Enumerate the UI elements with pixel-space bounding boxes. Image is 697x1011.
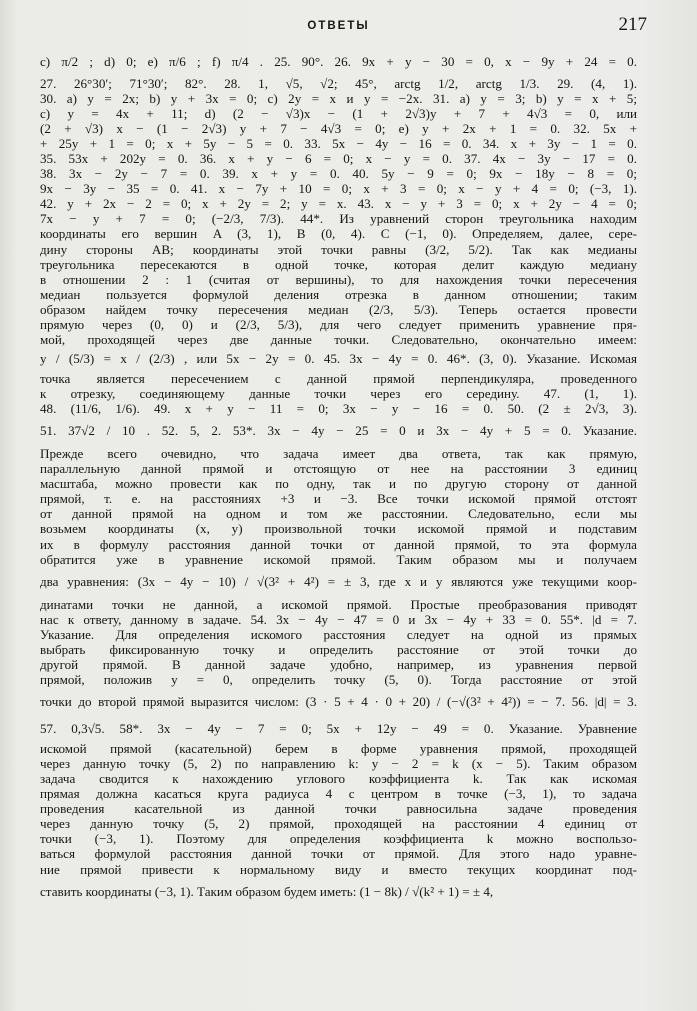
text-line: y / (5/3) = x / (2/3) , или 5x − 2y = 0. 45. 3x − 4y = 0. 46*. (3, 0). Указание. Искомая [40,351,637,367]
text-line: + 25y + 1 = 0; x + 5y − 5 = 0. 33. 5x − 4y − 16 = 0. 34. x + 3y − 1 = 0. [40,135,637,151]
text-line: прямую через (0, 0) и (2/3, 5/3), для чего следует применить уравнение пря- [40,317,637,332]
text-line: мой, проходящей через две данные точки. Следовательно, окончательно имеем: [40,332,637,348]
text-line: c) y = 4x + 11; d) (2 − √3)x − (1 + 2√3)y + 7 + 4√3 = 0, или [40,105,637,121]
text-line: задача сводится к нахождению углового коэффициента k. Так как искомая [40,770,637,786]
page-number: 217 [618,14,647,35]
text-line: медиан пользуется формулой деления отрезка в данном отношении; таким [40,286,637,302]
text-line: прямой, положив y = 0, определить точку (5, 0). Тогда расстояние от этой [40,672,637,688]
running-head: ОТВЕТЫ [307,20,370,32]
text-line: дину стороны AB; координаты этой точки равны (3/2, 5/2). Так как медианы [40,241,637,257]
text-line: 51. 37√2 / 10 . 52. 5, 2. 53*. 3x − 4y − 25 = 0 и 3x − 4y + 5 = 0. Указание. [40,422,637,438]
text-line: ние прямой привести к нормальному виду и вместо текущих координат под- [40,861,637,877]
text-line: через данную точку (5, 2) прямой, проходящей на расстоянии 4 единиц от [40,816,637,832]
text-line: искомой прямой (касательной) берем в форме уравнения прямой, проходящей [40,740,637,756]
text-line: нас к ответу, данному в задаче. 54. 3x − 4y − 47 = 0 и 3x − 4y + 33 = 0. 55*. |d = 7. [40,611,637,627]
text-line: динатами точки не данной, а искомой прямой. Простые преобразования приводят [40,596,637,612]
text-line: 57. 0,3√5. 58*. 3x − 4y − 7 = 0; 5x + 12y − 49 = 0. Указание. Уравнение [40,721,637,737]
text-line: 9x − 3y − 35 = 0. 41. x − 7y + 10 = 0; x + 3 = 0; x − y + 4 = 0; (−3, 1). [40,181,637,197]
text-line: Прежде всего очевидно, что задача имеет два ответа, так как прямую, [40,445,637,461]
text-line: два уравнения: (3x − 4y − 10) / √(3² + 4²) = ± 3, где x и y являются уже текущими коор- [40,573,637,589]
text-line: 42. y + 2x − 2 = 0; x + 2y = 2; y = x. 43. x − y + 3 = 0; x + 2y − 4 = 0; [40,196,637,212]
text-line: другой прямой. В данной задаче удобно, например, из уравнения первой [40,657,637,673]
text-line: обратится уже в уравнение искомой прямой. Таким образом мы и получаем [40,551,637,567]
answers-text [40,50,637,907]
text-line: выбрать фиксированную точку и определить расстояние от этой точки до [40,642,637,657]
text-line: (2 + √3) x − (1 − 2√3) y + 7 − 4√3 = 0; e) y + 2x + 1 = 0. 32. 5x + [40,120,637,136]
text-line: треугольника пересекаются в одной точке, которая делит каждую медиану [40,256,637,272]
text-line: 38. 3x − 2y − 7 = 0. 39. x + y = 0. 40. 5y − 9 = 0; 9x − 18y − 8 = 0; [40,166,637,182]
text-line: точка является пересечением с данной прямой перпендикуляра, проведенного [40,370,637,386]
text-line: параллельную данной прямой и отстоящую от нее на расстоянии 3 единиц [40,461,637,477]
text-line: ваться формулой расстояния данной точки от прямой. Для этого надо уравне- [40,846,637,862]
text-line: точки (−3, 1). Поэтому для определения коэффициента k можно воспользо- [40,831,637,847]
text-line: возьмем координаты (x, y) произвольной точки искомой прямой и подставим [40,521,637,537]
text-line: их в формулу расстояния данной точки от данной прямой, то эта формула [40,536,637,552]
text-line: c) π/2 ; d) 0; e) π/6 ; f) π/4 . 25. 90°. 26. 9x + y − 30 = 0, x − 9y + 24 = 0. [40,54,637,69]
text-line: масштаба, можно провести как по одну, так и по другую сторону от данной [40,476,637,492]
text-line: 35. 53x + 202y = 0. 36. x + y − 6 = 0; x − y = 0. 37. 4x − 3y − 17 = 0. [40,150,637,166]
text-line: точки до второй прямой выразится числом: (3 · 5 + 4 · 0 + 20) / (−√(3² + 4²)) = − 7. 56. |d| = 3. [40,694,637,710]
text-line: через данную точку (5, 2) по направлению k: y − 2 = k (x − 5). Таким образом [40,755,637,771]
text-line: в отношении 2 : 1 (считая от вершины), то для нахождения точки пересечения [40,271,637,287]
text-line: к отрезку, соединяющему данные точки через его середину. 47. (1, 1). [40,385,637,401]
text-line: проведения касательной из данной точки равносильна задаче проведения [40,801,637,817]
text-line: 7x − y + 7 = 0; (−2/3, 7/3). 44*. Из уравнений сторон треугольника находим [40,211,637,227]
page-header [40,12,647,42]
text-line: прямой, т. е. на расстояниях +3 и −3. Все точки искомой прямой отстоят [40,491,637,507]
text-line: координаты его вершин A (3, 1), B (0, 4). C (−1, 0). Определяем, далее, сере- [40,226,637,242]
text-line: 30. a) y = 2x; b) y + 3x = 0; c) 2y = x и y = −2x. 31. a) y = 3; b) y = x + 5; [40,90,637,106]
text-line: ставить координаты (−3, 1). Таким образом будем иметь: (1 − 8k) / √(k² + 1) = ± 4, [40,883,494,899]
text-line: 27. 26°30′; 71°30′; 82°. 28. 1, √5, √2; 45°, arctg 1/2, arctg 1/3. 29. (4, 1). [40,75,637,91]
text-line: образом найдем точку пересечения медиан (2/3, 5/3). Теперь остается провести [40,301,637,317]
text-line: от данной прямой на одном и том же расстоянии. Следовательно, если мы [40,506,637,522]
text-line: Указание. Для определения искомого расстояния следует на одной из прямых [40,626,637,642]
text-line: 48. (11/6, 1/6). 49. x + y − 11 = 0; 3x − y − 16 = 0. 50. (2 ± 2√3, 3). [40,400,637,416]
text-line: прямая должна касаться круга радиуса 4 с центром в точке (−3, 1), то задача [40,786,637,802]
